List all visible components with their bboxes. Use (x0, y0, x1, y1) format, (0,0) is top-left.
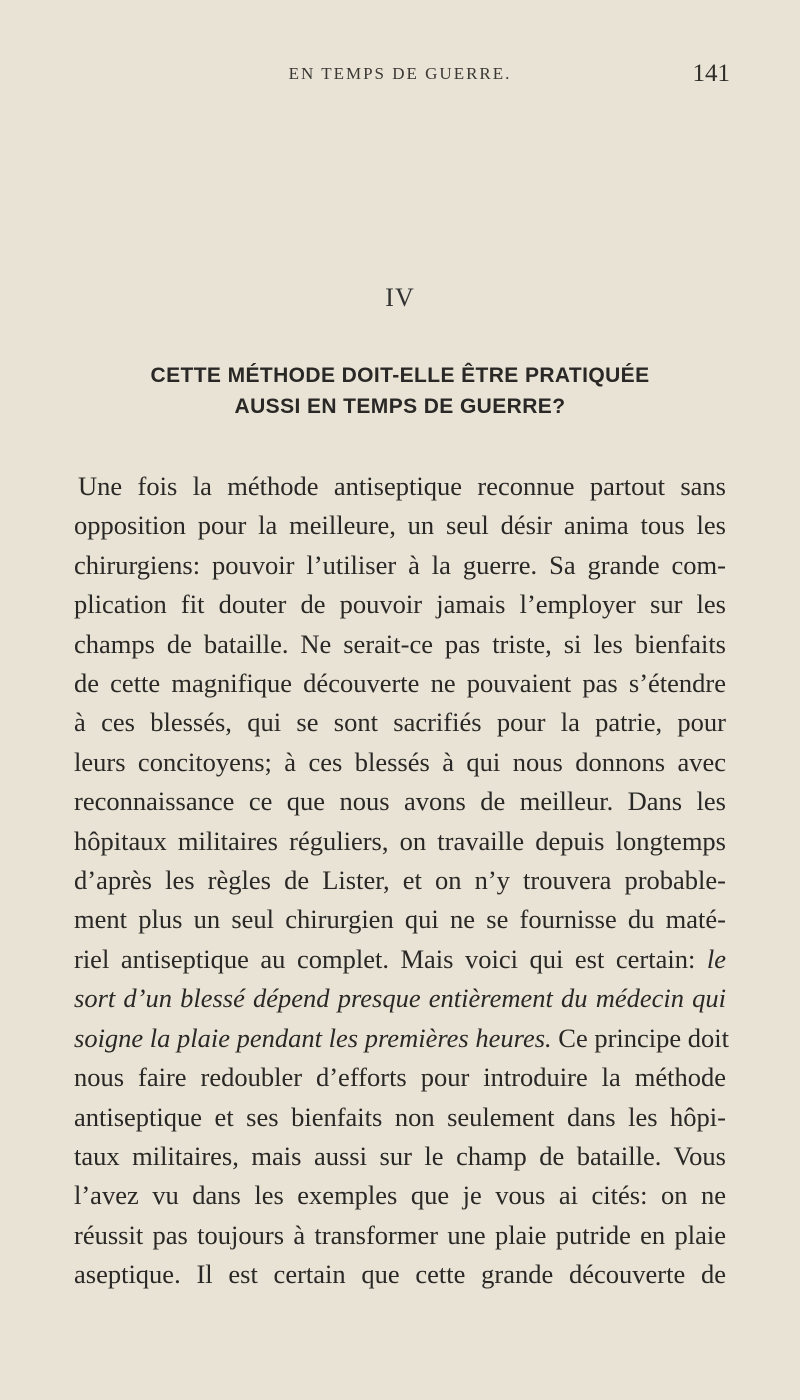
running-header (70, 60, 730, 90)
text-line: chirurgiens: pouvoir l’utiliser à la guerre. Sa grande com- (74, 549, 726, 580)
text-line: plication fit douter de pouvoir jamais l’employer sur les (74, 589, 726, 620)
text-line: reconnaissance ce que nous avons de meilleur. Dans les (74, 786, 726, 817)
italic-segment: le (706, 943, 726, 974)
chapter-title-line-1: CETTE MÉTHODE DOIT-ELLE ÊTRE PRATIQUÉE (150, 364, 650, 387)
text-line: l’avez vu dans les exemples que je vous ai cités: on ne (74, 1180, 726, 1211)
text-line: leurs concitoyens; à ces blessés à qui nous donnons avec (74, 746, 726, 777)
text-line: à ces blessés, qui se sont sacrifiés pour la patrie, pour (74, 707, 726, 738)
body-paragraph (74, 467, 730, 1295)
text-line: ment plus un seul chirurgien qui ne se fournisse du maté- (74, 904, 726, 935)
text-line: champs de bataille. Ne serait-ce pas triste, si les bienfaits (74, 628, 726, 659)
italic-segment: soigne la plaie pendant les premières heures. (74, 1022, 552, 1053)
text-line: Une fois la méthode antiseptique reconnue partout sans (78, 471, 726, 501)
text-line-italic (74, 979, 726, 1018)
page-number: 141 (692, 60, 730, 87)
text-line: hôpitaux militaires réguliers, on travaille depuis longtemps (74, 825, 726, 856)
running-title: EN TEMPS DE GUERRE. (288, 64, 512, 83)
chapter-title (0, 360, 800, 422)
text-line: de cette magnifique découverte ne pouvaient pas s’étendre (74, 668, 726, 699)
text-line: aseptique. Il est certain que cette grande découverte de (74, 1259, 726, 1290)
text-line: nous faire redoubler d’efforts pour introduire la méthode (74, 1062, 726, 1093)
text-line: d’après les règles de Lister, et on n’y trouvera probable- (74, 865, 726, 896)
text-segment: riel antiseptique au complet. Mais voici qui est certain: (74, 943, 696, 974)
chapter-number: IV (385, 283, 415, 312)
text-line: réussit pas toujours à transformer une plaie putride en plaie (74, 1219, 726, 1250)
text-line-mixed (74, 1019, 730, 1058)
chapter-title-line-2: AUSSI EN TEMPS DE GUERRE? (234, 395, 566, 418)
text-line: taux militaires, mais aussi sur le champ de bataille. Vous (74, 1140, 726, 1171)
text-line: antiseptique et ses bienfaits non seulement dans les hôpi- (74, 1101, 726, 1132)
text-segment: Ce principe doit (558, 1022, 730, 1053)
text-line-mixed (74, 940, 726, 979)
italic-segment: sort d’un blessé dépend presque entièrement du médecin qui (74, 983, 726, 1014)
text-line: opposition pour la meilleure, un seul désir anima tous les (74, 510, 726, 541)
